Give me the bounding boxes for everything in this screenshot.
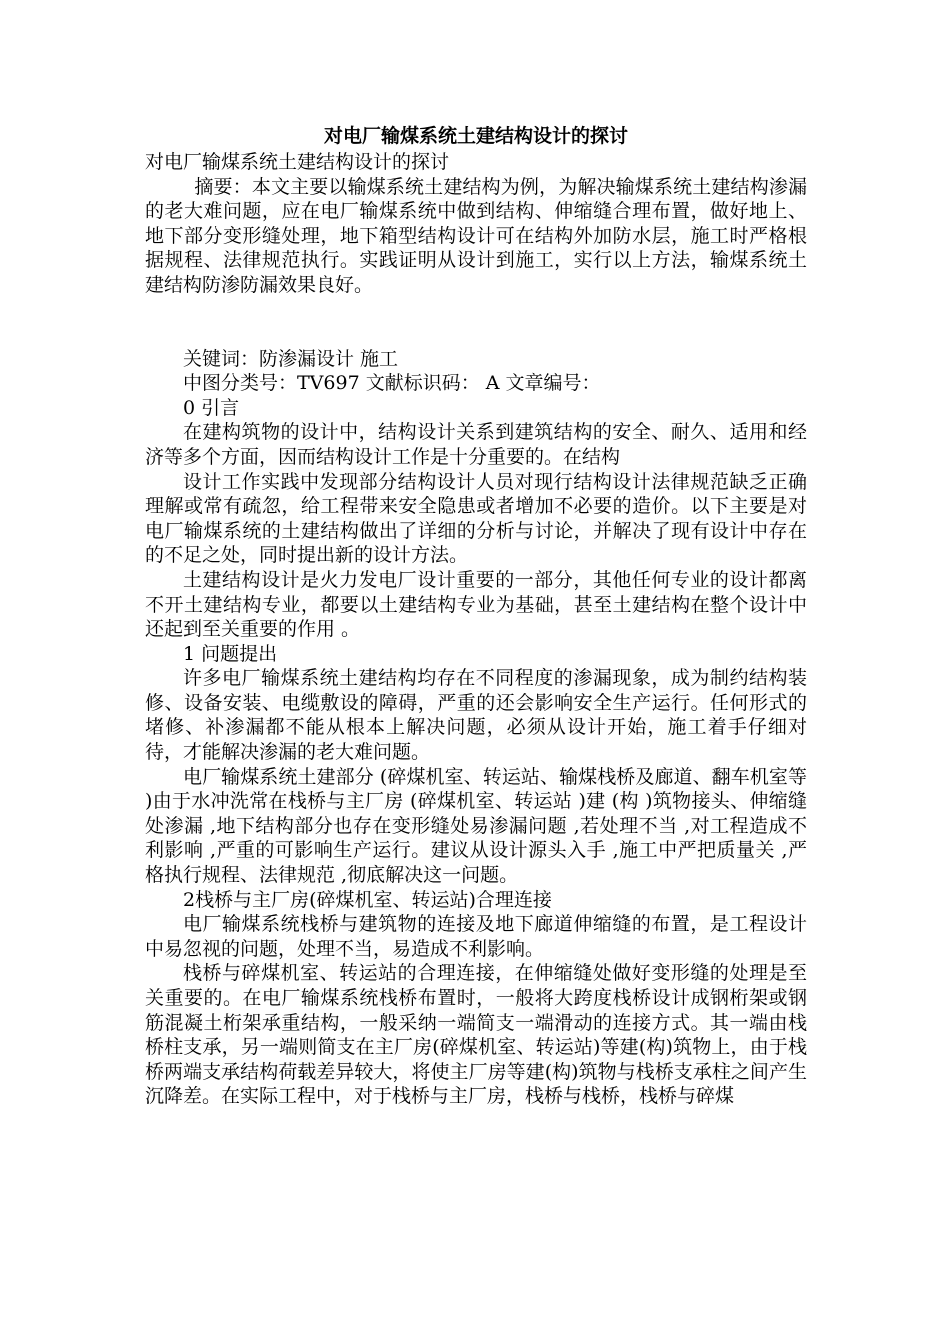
body-paragraph: 电厂输煤系统土建部分 (碎煤机室、转运站、输煤栈桥及廊道、翻车机室等 )由于水冲洗常在栈桥与主厂房 (碎煤机室、转运站 )建 (构 )筑物接头、伸缩缝处渗漏 ,地下结构部分也存在变形缝处易渗漏问题 ,若处理不当 ,对工程造成不利影响 ,严重的可影响生产运行。建议从设计源头入手 ,施工中严把质量关 ,严格执行规程、法律规范 ,彻底解决这一问题。 xyxy=(145,765,807,887)
body-paragraph: 栈桥与碎煤机室、转运站的合理连接，在伸缩缝处做好变形缝的处理是至关重要的。在电厂输煤系统栈桥布置时，一般将大跨度栈桥设计成钢桁架或钢筋混凝土桁架承重结构，一般采纳一端简支一端滑动的连接方式。其一端由栈桥柱支承，另一端则简支在主厂房(碎煤机室、转运站)等建(构)筑物上，由于栈桥两端支承结构荷载差异较大，将使主厂房等建(构)筑物与栈桥支承柱之间产生沉降差。在实际工程中，对于栈桥与主厂房，栈桥与栈桥，栈桥与碎煤 xyxy=(145,962,807,1108)
keywords-line: 关键词：防渗漏设计 施工 xyxy=(183,347,399,370)
classification-line: 中图分类号：TV697 文献标识码： A 文章编号： xyxy=(183,372,601,395)
section-heading-intro: 0 引言 xyxy=(183,396,240,419)
body-paragraph: 土建结构设计是火力发电厂设计重要的一部分，其他任何专业的设计都离不开土建结构专业，都要以土建结构专业为基础，甚至土建结构在整个设计中还起到至关重要的作用 。 xyxy=(145,568,807,641)
abstract-paragraph: 摘要：本文主要以输煤系统土建结构为例，为解决输煤系统土建结构渗漏的老大难问题，应在电厂输煤系统中做到结构、伸缩缝合理布置，做好地上、地下部分变形缝处理，地下箱型结构设计可在结构外加防水层，施工时严格根据规程、法律规范执行。实践证明从设计到施工，实行以上方法，输煤系统土建结构防渗防漏效果良好。 xyxy=(145,175,807,296)
body-paragraph: 许多电厂输煤系统土建结构均存在不同程度的渗漏现象，成为制约结构装修、设备安装、电缆敷设的障碍，严重的还会影响安全生产运行。任何形式的堵修、补渗漏都不能从根本上解决问题，必须从设计开始，施工着手仔细对待，才能解决渗漏的老大难问题。 xyxy=(145,667,807,764)
body-paragraph: 电厂输煤系统栈桥与建筑物的连接及地下廊道伸缩缝的布置，是工程设计中易忽视的问题，处理不当，易造成不利影响。 xyxy=(145,913,807,960)
document-subtitle: 对电厂输煤系统土建结构设计的探讨 xyxy=(145,151,450,173)
body-paragraph: 设计工作实践中发现部分结构设计人员对现行结构设计法律规范缺乏正确理解或常有疏忽，给工程带来安全隐患或者增加不必要的造价。以下主要是对电厂输煤系统的土建结构做出了详细的分析与讨论，并解决了现有设计中存在的不足之处，同时提出新的设计方法。 xyxy=(145,470,807,567)
document-title: 对电厂输煤系统土建结构设计的探讨 xyxy=(323,125,628,147)
section-heading-connection: 2栈桥与主厂房(碎煤机室、转运站)合理连接 xyxy=(183,888,552,911)
section-heading-problem: 1 问题提出 xyxy=(183,642,278,665)
body-paragraph: 在建构筑物的设计中，结构设计关系到建筑结构的安全、耐久、适用和经济等多个方面，因而结构设计工作是十分重要的。在结构 xyxy=(145,421,807,468)
document-body xyxy=(145,122,807,1109)
